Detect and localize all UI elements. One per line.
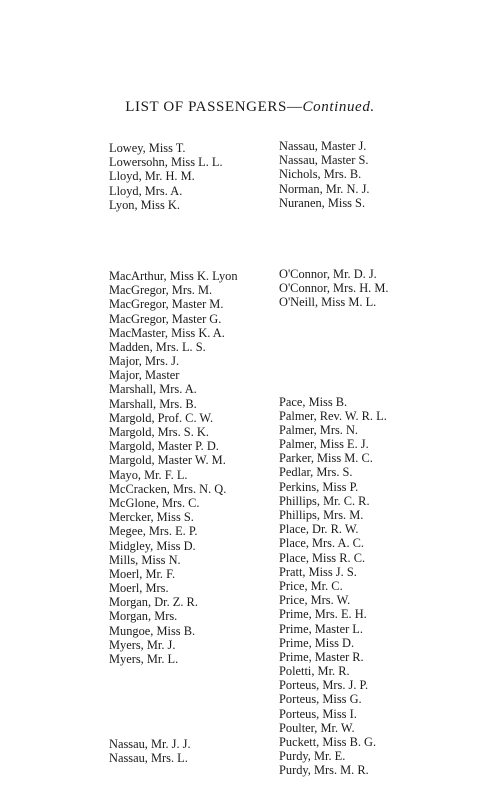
passenger-name: O'Connor, Mr. D. J. bbox=[279, 266, 377, 281]
passenger-name: Nassau, Mrs. L. bbox=[109, 751, 188, 766]
passenger-name: Porteus, Mrs. J. P. bbox=[279, 678, 369, 693]
passenger-name: Morgan, Mrs. bbox=[109, 609, 178, 624]
passenger-name: Pace, Miss B. bbox=[279, 394, 348, 409]
passenger-name: Prime, Master R. bbox=[279, 649, 364, 664]
passenger-name: Pratt, Miss J. S. bbox=[279, 564, 357, 579]
passenger-name: Pedlar, Mrs. S. bbox=[279, 465, 353, 480]
passenger-name: Morgan, Dr. Z. R. bbox=[109, 595, 198, 610]
passenger-name: Marshall, Mrs. B. bbox=[109, 396, 197, 411]
passenger-name: Price, Mrs. W. bbox=[279, 593, 351, 608]
left-passenger-column bbox=[109, 141, 238, 766]
right-o-group bbox=[279, 267, 388, 310]
passenger-name: Lloyd, Mrs. A. bbox=[109, 183, 183, 198]
passenger-name: Purdy, Mrs. M. R. bbox=[279, 763, 369, 778]
passenger-name: Myers, Mr. J. bbox=[109, 637, 176, 652]
passenger-name: Purdy, Mr. E. bbox=[279, 749, 346, 764]
passenger-name: Phillips, Mr. C. R. bbox=[279, 493, 370, 508]
passenger-name: Prime, Mrs. E. H. bbox=[279, 607, 367, 622]
section-gap bbox=[109, 212, 238, 269]
section-gap bbox=[279, 310, 388, 395]
right-n-group bbox=[279, 139, 388, 210]
passenger-name: Palmer, Miss E. J. bbox=[279, 437, 369, 452]
passenger-name: Moerl, Mrs. bbox=[109, 581, 169, 596]
passenger-name: Phillips, Mrs. M. bbox=[279, 508, 364, 522]
passenger-name: McCracken, Mrs. N. Q. bbox=[109, 481, 227, 496]
passenger-name: Midgley, Miss D. bbox=[109, 538, 196, 553]
passenger-name: MacMaster, Miss K. A. bbox=[109, 325, 225, 340]
passenger-name: Megee, Mrs. E. P. bbox=[109, 524, 198, 539]
passenger-name: Poletti, Mr. R. bbox=[279, 664, 350, 679]
right-p-group bbox=[279, 395, 388, 778]
passenger-name: O'Connor, Mrs. H. M. bbox=[279, 281, 389, 296]
passenger-name: Nassau, Mr. J. J. bbox=[109, 737, 191, 752]
passenger-name: Porteus, Miss I. bbox=[279, 706, 357, 721]
passenger-name: Moerl, Mr. F. bbox=[109, 566, 176, 581]
passenger-name: McGlone, Mrs. C. bbox=[109, 495, 200, 510]
passenger-name: Marshall, Mrs. A. bbox=[109, 382, 197, 397]
passenger-name: Mungoe, Miss B. bbox=[109, 623, 196, 638]
section-gap bbox=[279, 210, 388, 267]
left-l-group bbox=[109, 141, 238, 212]
left-n-group bbox=[109, 737, 238, 765]
passenger-name: Mills, Miss N. bbox=[109, 552, 181, 567]
passenger-name: Parker, Miss M. C. bbox=[279, 451, 373, 466]
passenger-name: MacGregor, Mrs. M. bbox=[109, 283, 213, 298]
passenger-name: Place, Mrs. A. C. bbox=[279, 536, 365, 551]
passenger-name: MacArthur, Miss K. Lyon bbox=[109, 268, 238, 283]
passenger-name: Major, Mrs. J. bbox=[109, 354, 180, 369]
left-m-group bbox=[109, 269, 238, 666]
passenger-name: Mercker, Miss S. bbox=[109, 510, 194, 525]
passenger-name: Nuranen, Miss S. bbox=[279, 195, 366, 210]
passenger-name: Nichols, Mrs. B. bbox=[279, 167, 362, 182]
passenger-name: Lloyd, Mr. H. M. bbox=[109, 169, 195, 184]
passenger-name: Perkins, Miss P. bbox=[279, 479, 359, 494]
passenger-name: Puckett, Miss B. G. bbox=[279, 735, 377, 749]
passenger-name: Nassau, Master J. bbox=[279, 139, 367, 153]
passenger-name: MacGregor, Master M. bbox=[109, 297, 224, 312]
page-title bbox=[0, 99, 500, 116]
passenger-name: Place, Dr. R. W. bbox=[279, 522, 359, 537]
passenger-name: Lowey, Miss T. bbox=[109, 141, 186, 155]
passenger-name: Lyon, Miss K. bbox=[109, 197, 180, 212]
passenger-name: Poulter, Mr. W. bbox=[279, 720, 355, 735]
passenger-name: Norman, Mr. N. J. bbox=[279, 181, 370, 196]
page-title-continued: Continued. bbox=[302, 99, 375, 115]
passenger-name: Palmer, Rev. W. R. L. bbox=[279, 408, 387, 423]
passenger-name: Mayo, Mr. F. L. bbox=[109, 467, 188, 482]
passenger-name: Place, Miss R. C. bbox=[279, 550, 366, 565]
passenger-name: Margold, Master P. D. bbox=[109, 439, 219, 454]
passenger-name: MacGregor, Master G. bbox=[109, 311, 222, 326]
passenger-name: Margold, Mrs. S. K. bbox=[109, 425, 209, 439]
passenger-name: Price, Mr. C. bbox=[279, 578, 343, 593]
passenger-name: Palmer, Mrs. N. bbox=[279, 422, 359, 437]
passenger-name: Prime, Master L. bbox=[279, 621, 363, 636]
passenger-name: Porteus, Miss G. bbox=[279, 692, 362, 707]
passenger-name: Myers, Mr. L. bbox=[109, 652, 179, 666]
passenger-name: Madden, Mrs. L. S. bbox=[109, 339, 206, 354]
passenger-name: Lowersohn, Miss L. L. bbox=[109, 155, 223, 170]
section-gap bbox=[109, 666, 238, 737]
passenger-name: Margold, Master W. M. bbox=[109, 453, 226, 468]
right-passenger-column bbox=[279, 139, 388, 778]
page-title-main: LIST OF PASSENGERS— bbox=[125, 99, 303, 115]
passenger-name: Margold, Prof. C. W. bbox=[109, 410, 214, 425]
passenger-name: O'Neill, Miss M. L. bbox=[279, 295, 377, 310]
passenger-name: Major, Master bbox=[109, 368, 180, 383]
passenger-name: Prime, Miss D. bbox=[279, 635, 355, 650]
passenger-name: Nassau, Master S. bbox=[279, 153, 369, 168]
